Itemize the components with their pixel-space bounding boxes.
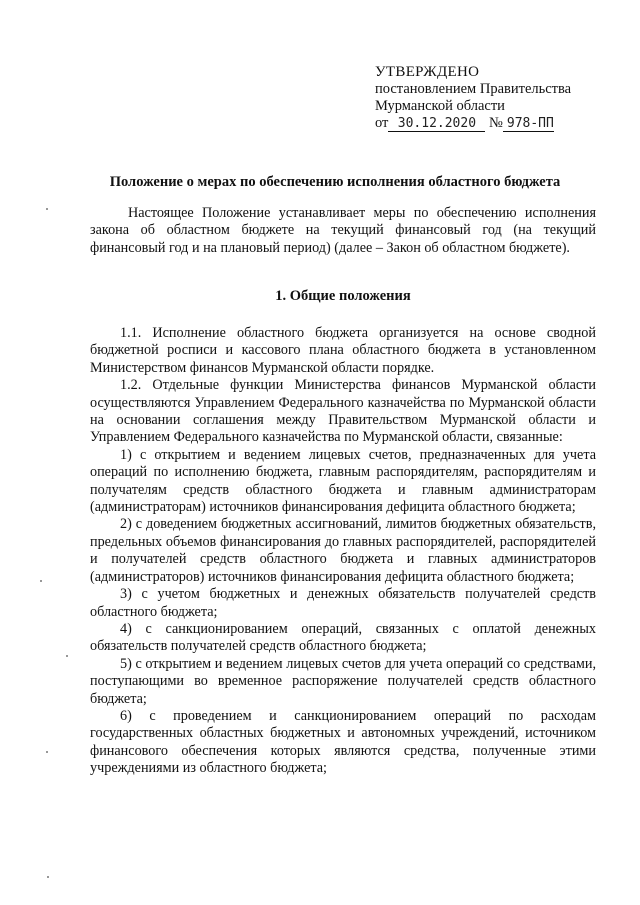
section-1-heading: 1. Общие положения xyxy=(275,288,411,304)
approval-date-line xyxy=(375,115,625,132)
approval-block xyxy=(375,64,625,132)
scan-speck xyxy=(46,751,48,753)
list-item-1: 1) с открытием и ведением лицевых счетов, предназначенных для учета операций по исполнению бюджета, главным распорядителям, распорядителям и получателям средств областного бюджета и главным администраторам (администраторам) источников финансирования дефицита областного бюджета; xyxy=(90,446,596,516)
approval-authority-line: постановлением Правительства xyxy=(375,81,572,97)
number-sign: № xyxy=(489,115,503,131)
list-item-5: 5) с открытием и ведением лицевых счетов для учета операций со средствами, поступающими во временное распоряжение получателей средств областного бюджета; xyxy=(90,655,596,707)
approval-region-line: Мурманской области xyxy=(375,98,505,114)
paragraph-1-1: 1.1. Исполнение областного бюджета организуется на основе сводной бюджетной росписи и кассового плана областного бюджета в установленном Министерством финансов Мурманской области порядке. xyxy=(90,325,596,376)
list-item-3: 3) с учетом бюджетных и денежных обязательств получателей средств областного бюджета; xyxy=(90,586,596,620)
scan-speck xyxy=(40,580,42,582)
approval-stamp: УТВЕРЖДЕНО xyxy=(375,64,480,80)
list-item-4: 4) с санкционированием операций, связанных с оплатой денежных обязательств получателей средств областного бюджета; xyxy=(90,620,596,655)
section-1-body xyxy=(90,325,596,778)
scan-speck xyxy=(66,655,68,657)
approval-date: 30.12.2020 xyxy=(397,116,477,131)
scan-speck xyxy=(47,876,49,878)
intro-text: Настоящее Положение устанавливает меры по обеспечению исполнения закона об областном бюджете на текущий финансовый год (на текущий финансовый год и на плановый период) (далее – Закон об областном бюджете). xyxy=(90,205,596,256)
list-item-6: 6) с проведением и санкционированием операций по расходам государственных областных бюджетных и автономных учреждений, источником финансового обеспечения которых являются средства, полученные этими учреждениями из областного бюджета; xyxy=(90,707,596,777)
approval-number: 978-ПП xyxy=(506,116,554,131)
list-item-2: 2) с доведением бюджетных ассигнований, лимитов бюджетных обязательств, предельных объемов финансирования до главных распорядителей, распорядителей и получателей средств областного бюджета и главных администраторов (администраторов) источников финансирования дефицита областного бюджета; xyxy=(90,516,596,585)
intro-paragraph xyxy=(90,205,596,257)
paragraph-1-2: 1.2. Отдельные функции Министерства финансов Мурманской области осуществляются Управлением Федерального казначейства по Мурманской области на основании соглашения между Правительством Мурманской области и Управлением Федерального казначейства по Мурманской области, связанные: xyxy=(90,377,596,446)
document-title: Положение о мерах по обеспечению исполнения областного бюджета xyxy=(109,174,561,190)
date-prefix: от xyxy=(375,115,389,131)
scan-speck xyxy=(46,208,48,210)
